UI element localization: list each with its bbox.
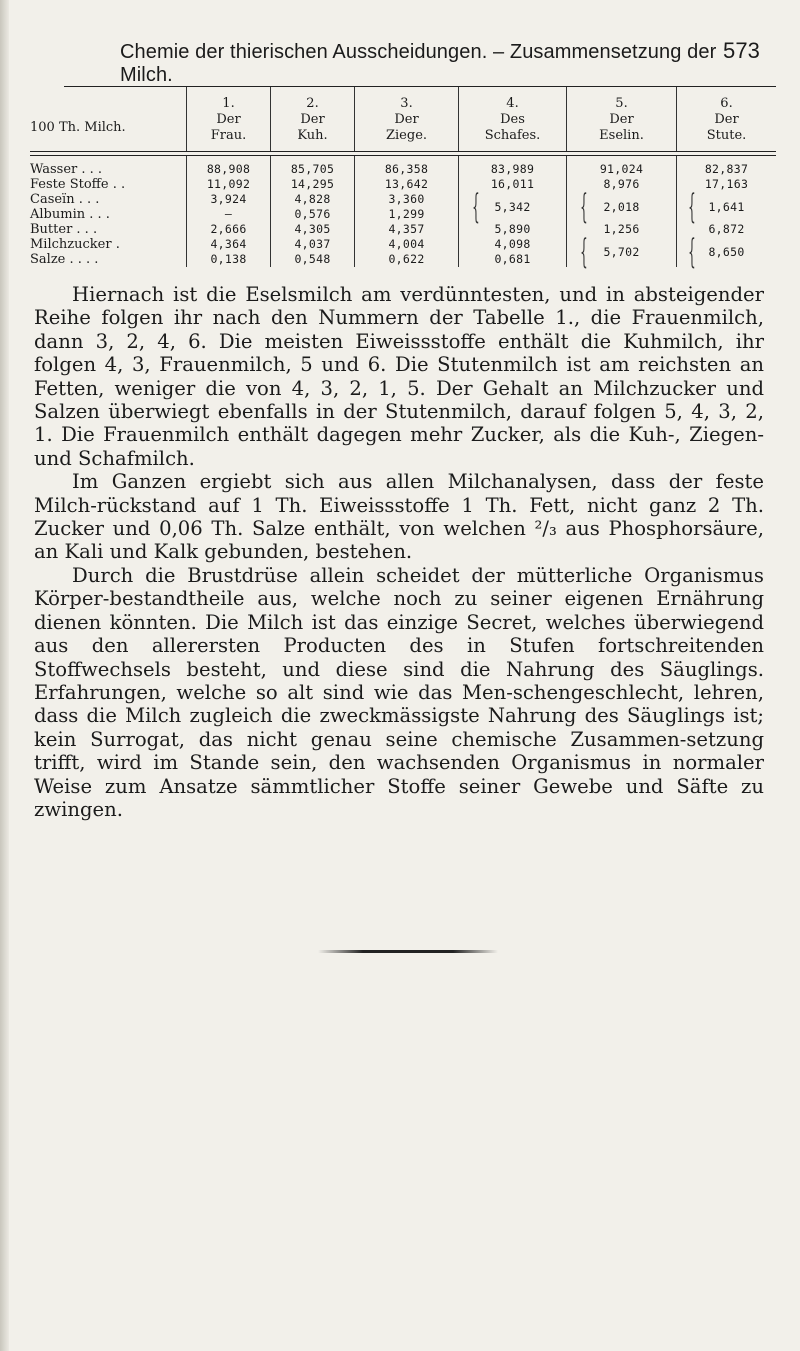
column-header-1: [186, 87, 270, 151]
column-header-2: [270, 87, 354, 151]
row-label-milchzucker: Milchzucker .: [30, 237, 120, 252]
table-cell: 91,024: [599, 162, 644, 176]
column-number: 4.: [506, 96, 519, 111]
table-cell: 4,364: [210, 237, 247, 251]
data-column-schaf: [458, 156, 566, 267]
data-column-eselin: [566, 156, 676, 272]
paragraph-3: Durch die Brustdrüse allein scheidet der mütterliche Organismus Körper-bestandtheile aus, welche noch zu seiner eigenen Ernährung dienen könnten. Die Milch ist das einzige Secret, welches überwiegend aus den allerersten Producten des in Stufen fortschreitenden Stoffwechsels besteht, und diese sind die Nahrung des Säuglings. Erfahrungen, welche so alt sind wie das Men-schengeschlecht, lehren, dass die Milch zugleich die zweckmässigste Nahrung des Säuglings ist; kein Surrogat, das nicht genau seine chemische Zusammen-setzung trifft, wird im Stande sein, den wachsenden Organismus in normaler Weise zum Ansatze sämmtlicher Stoffe seiner Gewebe und Säfte zu zwingen.: [34, 563, 764, 821]
table-cell: 88,908: [206, 162, 251, 176]
table-cell: 85,705: [290, 162, 335, 176]
row-label-wasser: Wasser . . .: [30, 162, 103, 177]
stub-header: 100 Th. Milch.: [30, 120, 126, 135]
table-cell: 17,163: [704, 177, 749, 191]
table-cell: 3,360: [388, 192, 425, 206]
table-cell: 8,976: [603, 177, 640, 191]
table-cell-merged: 8,650: [708, 245, 745, 259]
column-number: 1.: [222, 96, 235, 111]
table-cell: 4,098: [494, 237, 531, 251]
column-article: Der: [216, 112, 241, 127]
table-cell: 3,924: [210, 192, 247, 206]
table-cell: 2,666: [210, 222, 247, 236]
column-number: 6.: [720, 96, 733, 111]
grouping-brace: {: [580, 232, 588, 272]
column-article: Der: [714, 112, 739, 127]
table-cell: 4,828: [294, 192, 331, 206]
grouping-brace: {: [580, 187, 588, 227]
table-cell: 4,004: [388, 237, 425, 251]
column-name: Ziege.: [385, 128, 428, 143]
column-number: 3.: [400, 96, 413, 111]
data-column-ziege: [354, 156, 458, 267]
paragraph-1: Hiernach ist die Eselsmilch am verdünntesten, und in absteigender Reihe folgen ihr nach den Nummern der Tabelle 1., die Frauenmilch, dann 3, 2, 4, 6. Die meisten Eiweissstoffe enthält die Kuhmilch, ihr folgen 4, 3, Frauenmilch, 5 und 6. Die Stutenmilch ist am reichsten an Fetten, weniger die von 4, 3, 2, 1, 5. Der Gehalt an Milchzucker und Salzen überwiegt ebenfalls in der Stutenmilch, darauf folgen 5, 4, 3, 2, 1. Die Frauenmilch enthält dagegen mehr Zucker, als die Kuh-, Ziegen- und Schafmilch.: [34, 283, 764, 470]
column-number: 2.: [306, 96, 319, 111]
grouping-brace: {: [688, 232, 696, 272]
table-cell: 0,622: [388, 252, 425, 266]
column-article: Der: [300, 112, 325, 127]
table-cell: 4,357: [388, 222, 425, 236]
table-cell-merged: 2,018: [603, 200, 640, 214]
table-cell: 0,681: [494, 252, 531, 266]
table-cell: 0,548: [294, 252, 331, 266]
page-number: 573: [722, 38, 760, 63]
column-article: Der: [609, 112, 634, 127]
table-header-row: [30, 87, 776, 151]
table-body: [30, 156, 776, 272]
column-article: Des: [500, 112, 525, 127]
data-column-frau: [186, 156, 270, 267]
row-label-salze: Salze . . . .: [30, 252, 99, 267]
column-header-5: [566, 87, 676, 151]
table-cell-merged: 1,641: [708, 200, 745, 214]
row-labels-column: [30, 156, 186, 267]
grouping-brace: {: [688, 187, 696, 227]
data-column-kuh: [270, 156, 354, 267]
page-gutter-shadow: [0, 0, 9, 1351]
table-cell: 86,358: [384, 162, 429, 176]
table-cell: 14,295: [290, 177, 335, 191]
running-head: [120, 38, 760, 87]
row-label-albumin: Albumin . . .: [30, 207, 110, 222]
table-cell: 11,092: [206, 177, 251, 191]
table-cell: 13,642: [384, 177, 429, 191]
running-head-title: Chemie der thierischen Ausscheidungen. – Zusammensetzung der Milch.: [120, 41, 717, 86]
table-cell: 0,138: [210, 252, 247, 266]
paragraph-2: Im Ganzen ergiebt sich aus allen Milchanalysen, dass der feste Milch-rückstand auf 1 Th. Eiweissstoffe 1 Th. Fett, nicht ganz 2 Th. Zucker und 0,06 Th. Salze enthält, von welchen ²/₃ aus Phosphorsäure, an Kali und Kalk gebunden, bestehen.: [34, 470, 764, 564]
grouping-brace: {: [472, 187, 480, 227]
table-cell: 16,011: [490, 177, 535, 191]
table-cell: 1,256: [603, 222, 640, 236]
column-article: Der: [394, 112, 419, 127]
table-cell: 4,305: [294, 222, 331, 236]
table-cell: —: [224, 207, 233, 221]
row-label-casein: Caseïn . . .: [30, 192, 100, 207]
column-header-6: [676, 87, 776, 151]
row-label-feste-stoffe: Feste Stoffe . .: [30, 177, 126, 192]
column-name: Frau.: [210, 128, 247, 143]
table-cell-merged: 5,342: [494, 200, 531, 214]
column-number: 5.: [615, 96, 628, 111]
column-name: Eselin.: [599, 128, 644, 143]
column-header-3: [354, 87, 458, 151]
table-cell: 5,890: [494, 222, 531, 236]
table-cell: 6,872: [708, 222, 745, 236]
table-cell: 1,299: [388, 207, 425, 221]
data-column-stute: [676, 156, 776, 272]
body-text: [34, 283, 764, 821]
table-cell: 0,576: [294, 207, 331, 221]
row-label-butter: Butter . . .: [30, 222, 98, 237]
column-name: Kuh.: [297, 128, 328, 143]
table-cell-merged: 5,702: [603, 245, 640, 259]
table-cell: 82,837: [704, 162, 749, 176]
table-cell: 83,989: [490, 162, 535, 176]
table-cell: 4,037: [294, 237, 331, 251]
column-header-4: [458, 87, 566, 151]
milk-composition-table: [30, 86, 776, 272]
column-name: Schafes.: [484, 128, 541, 143]
printer-rule-mark: [318, 950, 498, 953]
column-name: Stute.: [706, 128, 747, 143]
